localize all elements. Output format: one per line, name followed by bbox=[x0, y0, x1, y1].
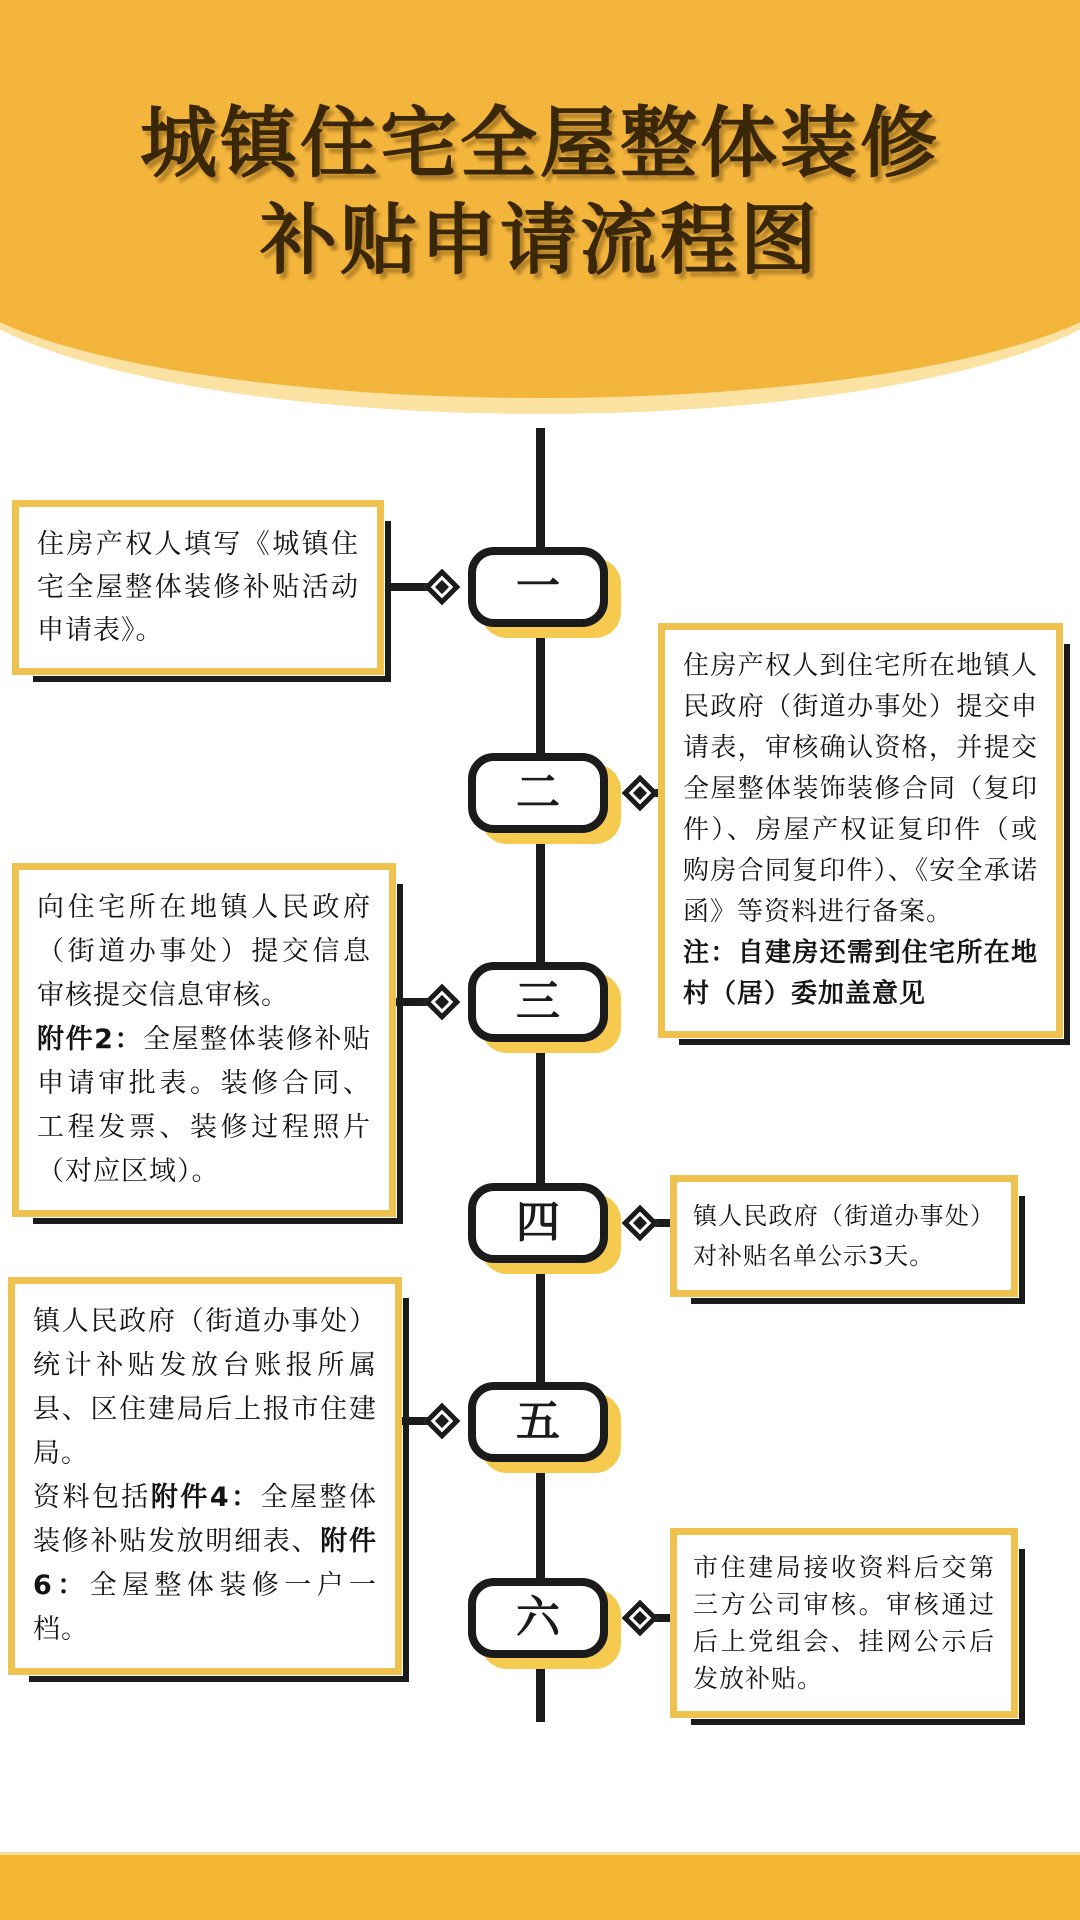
step-1-textbox bbox=[12, 500, 384, 675]
step-5-textbox bbox=[8, 1277, 402, 1675]
step-3-textbox bbox=[12, 863, 396, 1217]
step-2-note: 注：自建房还需到住宅所在地村（居）委加盖意见 bbox=[683, 938, 1038, 1009]
diamond-connector-icon bbox=[424, 1403, 461, 1440]
step-number-5: 五 bbox=[516, 1396, 560, 1447]
poster-title bbox=[0, 96, 1080, 290]
step-number-6: 六 bbox=[516, 1592, 560, 1643]
step-3-attachment-label: 附件2： bbox=[37, 1024, 144, 1055]
step-5-materials-prefix: 资料包括 bbox=[33, 1482, 151, 1513]
diamond-connector-icon bbox=[622, 1205, 659, 1242]
step-6-textbox bbox=[670, 1528, 1018, 1718]
step-node-6 bbox=[468, 1578, 608, 1658]
step-4-textbox bbox=[670, 1175, 1018, 1297]
step-node-3 bbox=[468, 962, 608, 1042]
header-banner bbox=[0, 0, 1080, 414]
step-number-2: 二 bbox=[516, 767, 560, 818]
step-number-4: 四 bbox=[516, 1197, 560, 1248]
step-5-attachment6-label: 附件6： bbox=[33, 1526, 378, 1601]
step-2-textbox bbox=[658, 623, 1063, 1038]
step-number-3: 三 bbox=[516, 976, 560, 1027]
step-number-1: 一 bbox=[516, 561, 560, 612]
step-node-1 bbox=[468, 547, 608, 627]
step-2-text: 住房产权人到住宅所在地镇人民政府（街道办事处）提交申请表，审核确认资格，并提交全屋整体装饰装修合同（复印件）、房屋产权证复印件（或购房合同复印件）、《安全承诺函》等资料进行备案。 bbox=[683, 651, 1038, 927]
step-node-2 bbox=[468, 753, 608, 833]
step-5-text: 镇人民政府（街道办事处）统计补贴发放台账报所属县、区住建局后上报市住建局。 bbox=[33, 1306, 377, 1469]
step-5-attachment6-text: 全屋整体装修一户一档。 bbox=[33, 1570, 378, 1645]
step-5-attachment4-label: 附件4： bbox=[150, 1482, 261, 1513]
step-6-text: 市住建局接收资料后交第三方公司审核。审核通过后上党组会、挂网公示后发放补贴。 bbox=[693, 1553, 995, 1693]
step-3-attachment-text: 全屋整体装修补贴申请审批表。装修合同、工程发票、装修过程照片（对应区域）。 bbox=[37, 1024, 371, 1187]
step-4-text: 镇人民政府（街道办事处）对补贴名单公示3天。 bbox=[693, 1202, 995, 1270]
diamond-connector-icon bbox=[622, 775, 659, 812]
step-1-text: 住房产权人填写《城镇住宅全屋整体装修补贴活动申请表》。 bbox=[37, 529, 359, 646]
step-5-attachment4-text: 全屋整体装修补贴发放明细表、 bbox=[33, 1482, 378, 1557]
footer-band bbox=[0, 1852, 1080, 1920]
step-node-4 bbox=[468, 1183, 608, 1263]
diamond-connector-icon bbox=[424, 984, 461, 1021]
title-line-2: 补贴申请流程图 bbox=[260, 197, 820, 286]
title-line-1: 城镇住宅全屋整体装修 bbox=[140, 100, 940, 189]
diamond-connector-icon bbox=[424, 569, 461, 606]
step-node-5 bbox=[468, 1382, 608, 1462]
step-3-text: 向住宅所在地镇人民政府（街道办事处）提交信息审核提交信息审核。 bbox=[37, 892, 371, 1011]
diamond-connector-icon bbox=[622, 1600, 659, 1637]
